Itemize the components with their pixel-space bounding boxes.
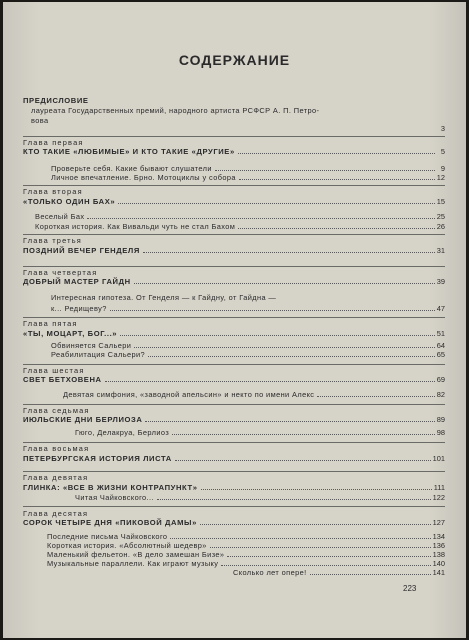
subsection-page: 9 <box>440 164 445 173</box>
subsection-row <box>23 550 445 559</box>
subsection-row <box>23 559 445 568</box>
subsection-row <box>23 568 445 577</box>
divider <box>23 185 445 186</box>
chapter-title: КТО ТАКИЕ «ЛЮБИМЫЕ» И КТО ТАКИЕ «ДРУГИЕ» <box>23 147 235 156</box>
divider <box>23 136 445 137</box>
preface-text-line1: лауреата Государственных премий, народного артиста РСФСР А. П. Петро- <box>31 106 320 115</box>
divider <box>23 404 445 405</box>
chapter-label-row <box>23 187 445 196</box>
subsection-page: 64 <box>436 341 445 350</box>
dot-leader <box>105 380 435 382</box>
dot-leader <box>215 169 435 171</box>
subsection-row <box>23 493 445 502</box>
divider <box>23 234 445 235</box>
chapter-label: Глава пятая <box>23 319 78 328</box>
dot-leader <box>227 555 430 557</box>
dot-leader <box>221 564 430 566</box>
chapter-title: ДОБРЫЙ МАСТЕР ГАЙДН <box>23 277 131 286</box>
dot-leader <box>134 346 434 348</box>
subsection-row <box>23 212 445 221</box>
subsection-page: 12 <box>436 173 445 182</box>
chapter-title-row <box>23 197 445 206</box>
subsection-text: Короткая история. Как Вивальди чуть не стал Бахом <box>35 222 236 231</box>
chapter-label: Глава шестая <box>23 366 85 375</box>
chapter-label-row <box>23 473 445 482</box>
dot-leader <box>200 523 431 525</box>
chapter-title: ИЮЛЬСКИЕ ДНИ БЕРЛИОЗА <box>23 415 143 424</box>
chapter-page: 69 <box>436 375 445 384</box>
chapter-label-row <box>23 268 445 277</box>
subsection-text: Веселый Бах <box>35 212 85 221</box>
chapter-title: ПЕТЕРБУРГСКАЯ ИСТОРИЯ ЛИСТА <box>23 454 172 463</box>
preface-text-line2: вова <box>31 116 49 125</box>
subsection-text: Последние письма Чайковского <box>47 532 168 541</box>
divider <box>23 266 445 267</box>
subsection-page: 98 <box>436 428 445 437</box>
subsection-row <box>23 293 445 302</box>
chapter-label-row <box>23 366 445 375</box>
chapter-label: Глава вторая <box>23 187 83 196</box>
chapter-label-row <box>23 236 445 245</box>
page-number: 223 <box>403 584 417 593</box>
preface-page-row <box>23 124 445 133</box>
dot-leader <box>143 251 435 253</box>
divider <box>23 364 445 365</box>
chapter-title: ПОЗДНИЙ ВЕЧЕР ГЕНДЕЛЯ <box>23 246 140 255</box>
chapter-label-row <box>23 444 445 453</box>
book-page <box>3 2 466 638</box>
chapter-label: Глава девятая <box>23 473 89 482</box>
chapter-label-row <box>23 406 445 415</box>
subsection-page: 65 <box>436 350 445 359</box>
page-title: СОДЕРЖАНИЕ <box>178 52 291 68</box>
subsection-page: 122 <box>432 493 445 502</box>
dot-leader <box>201 488 432 490</box>
dot-leader <box>145 420 434 422</box>
subsection-page: 141 <box>432 568 445 577</box>
preface-heading-row <box>23 96 445 105</box>
chapter-title-row <box>23 483 445 492</box>
subsection-page: 138 <box>432 550 445 559</box>
dot-leader <box>317 395 434 397</box>
chapter-label-row <box>23 509 445 518</box>
dot-leader <box>238 227 434 229</box>
subsection-text: Обвиняется Сальери <box>51 341 132 350</box>
chapter-label: Глава седьмая <box>23 406 90 415</box>
chapter-label-row <box>23 138 445 147</box>
dot-leader <box>118 202 435 204</box>
chapter-title-row <box>23 415 445 424</box>
subsection-text: Гюго, Делакруа, Берлиоз <box>75 428 170 437</box>
preface-line-1 <box>23 106 453 115</box>
chapter-label: Глава третья <box>23 236 83 245</box>
subsection-row <box>23 222 445 231</box>
chapter-page: 39 <box>436 277 445 286</box>
chapter-title-row <box>23 246 445 255</box>
subsection-text: Личное впечатление. Брно. Мотоциклы у собора <box>51 173 236 182</box>
subsection-text: Проверьте себя. Какие бывают слушатели <box>51 164 212 173</box>
subsection-page: 25 <box>436 212 445 221</box>
preface-title: ПРЕДИСЛОВИЕ <box>23 96 89 105</box>
chapter-page: 51 <box>436 329 445 338</box>
subsection-row <box>23 428 445 437</box>
chapter-title-row <box>23 277 445 286</box>
dot-leader <box>239 178 435 180</box>
chapter-title: «ТЫ, МОЦАРТ, БОГ...» <box>23 329 118 338</box>
chapter-label: Глава первая <box>23 138 84 147</box>
chapter-title: СВЕТ БЕТХОВЕНА <box>23 375 102 384</box>
subsection-text: Реабилитация Сальери? <box>51 350 146 359</box>
chapter-page: 101 <box>432 454 445 463</box>
chapter-title: ГЛИНКА: «ВСЕ В ЖИЗНИ КОНТРАПУНКТ» <box>23 483 198 492</box>
subsection-text: Читая Чайковского... <box>75 493 154 502</box>
dot-leader <box>110 309 435 311</box>
dot-leader <box>310 573 431 575</box>
subsection-row <box>23 164 445 173</box>
dot-leader <box>238 152 435 154</box>
chapter-page: 127 <box>432 518 445 527</box>
subsection-text: Маленький фельетон. «В дело замешан Бизе» <box>47 550 225 559</box>
subsection-page: 140 <box>432 559 445 568</box>
chapter-page: 89 <box>436 415 445 424</box>
chapter-title-row <box>23 147 445 156</box>
divider <box>23 471 445 472</box>
chapter-title: СОРОК ЧЕТЫРЕ ДНЯ «ПИКОВОЙ ДАМЫ» <box>23 518 197 527</box>
subsection-text: Сколько лет опере! <box>233 568 307 577</box>
chapter-page: 31 <box>436 246 445 255</box>
chapter-label: Глава восьмая <box>23 444 90 453</box>
subsection-row <box>23 173 445 182</box>
divider <box>23 506 445 507</box>
chapter-title-row <box>23 375 445 384</box>
chapter-page: 111 <box>433 483 445 492</box>
divider <box>23 317 445 318</box>
chapter-label: Глава десятая <box>23 509 89 518</box>
subsection-row <box>23 350 445 359</box>
chapter-label-row <box>23 319 445 328</box>
dot-leader <box>120 334 435 336</box>
chapter-label: Глава четвертая <box>23 268 98 277</box>
divider <box>23 442 445 443</box>
chapter-title-row <box>23 518 445 527</box>
subsection-text: к... Редищеву? <box>51 304 107 313</box>
subsection-page: 47 <box>436 304 445 313</box>
dot-leader <box>134 282 435 284</box>
chapter-title-row <box>23 454 445 463</box>
subsection-row <box>23 341 445 350</box>
subsection-page: 26 <box>436 222 445 231</box>
chapter-page: 15 <box>436 197 445 206</box>
dot-leader <box>87 217 434 219</box>
subsection-row <box>23 541 445 550</box>
chapter-title-row <box>23 329 445 338</box>
subsection-text: Интересная гипотеза. От Генделя — к Гайдну, от Гайдна — <box>51 293 277 302</box>
dot-leader <box>170 537 430 539</box>
dot-leader <box>157 498 431 500</box>
subsection-text: Музыкальные параллели. Как играют музыку <box>47 559 219 568</box>
subsection-text: Короткая история. «Абсолютный шедевр» <box>47 541 207 550</box>
subsection-page: 136 <box>432 541 445 550</box>
dot-leader <box>148 355 435 357</box>
preface-page: 3 <box>440 124 445 133</box>
subsection-page: 134 <box>432 532 445 541</box>
subsection-row <box>23 532 445 541</box>
dot-leader <box>175 459 431 461</box>
chapter-page: 5 <box>440 147 445 156</box>
chapter-title: «ТОЛЬКО ОДИН БАХ» <box>23 197 116 206</box>
subsection-page: 82 <box>436 390 445 399</box>
dot-leader <box>172 433 435 435</box>
dot-leader <box>210 546 431 548</box>
subsection-row <box>23 390 445 399</box>
subsection-row <box>23 304 445 313</box>
subsection-text: Девятая симфония, «заводной апельсин» и некто по имени Алекс <box>63 390 315 399</box>
